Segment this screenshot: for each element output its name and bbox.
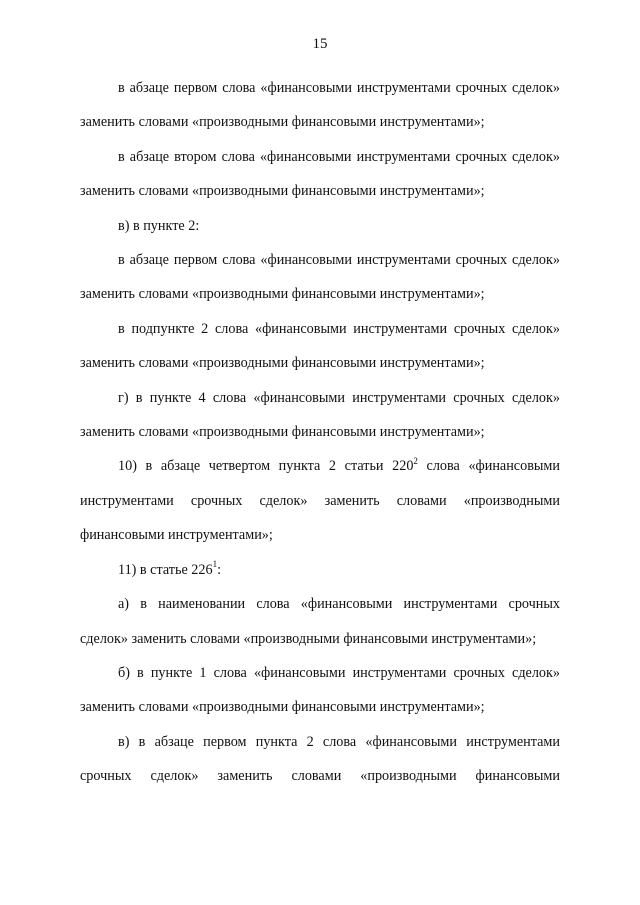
paragraph-11: в) в абзаце первом пункта 2 слова «финансовыми инструментами срочных сделок» заменить словами «производными финансовыми — [80, 733, 560, 785]
page-number: 15 — [312, 36, 328, 52]
paragraph-10: б) в пункте 1 слова «финансовыми инструментами срочных сделок» заменить словами «производными финансовыми инструментами»; — [80, 664, 560, 716]
paragraph-7 — [80, 449, 560, 552]
paragraph-7-text-end: слова «финансовыми инструментами срочных сделок» заменить словами «производными финансовыми инструментами»; — [80, 458, 560, 544]
paragraph-8-superscript: 1 — [212, 558, 218, 569]
paragraph-7-text-start: 10) в абзаце четвертом пункта 2 статьи 220 — [118, 458, 414, 475]
paragraph-7-superscript: 2 — [413, 455, 418, 466]
paragraph-2: в абзаце втором слова «финансовыми инструментами срочных сделок» заменить словами «производными финансовыми инструментами»; — [80, 148, 560, 200]
paragraph-8 — [80, 553, 560, 587]
paragraph-1: в абзаце первом слова «финансовыми инструментами срочных сделок» заменить словами «производными финансовыми инструментами»; — [80, 80, 560, 131]
document-body — [80, 71, 560, 794]
paragraph-4: в абзаце первом слова «финансовыми инструментами срочных сделок» заменить словами «производными финансовыми инструментами»; — [80, 252, 560, 303]
paragraph-6: г) в пункте 4 слова «финансовыми инструментами срочных сделок» заменить словами «производными финансовыми инструментами»; — [80, 389, 560, 441]
paragraph-3: в) в пункте 2: — [118, 217, 200, 234]
paragraph-9: а) в наименовании слова «финансовыми инструментами срочных сделок» заменить словами «производными финансовыми инструментами»; — [80, 596, 560, 647]
paragraph-8-text-end: : — [217, 561, 222, 578]
paragraph-8-text-start: 11) в статье 226 — [118, 561, 213, 578]
paragraph-5: в подпункте 2 слова «финансовыми инструментами срочных сделок» заменить словами «производными финансовыми инструментами»; — [80, 320, 560, 372]
